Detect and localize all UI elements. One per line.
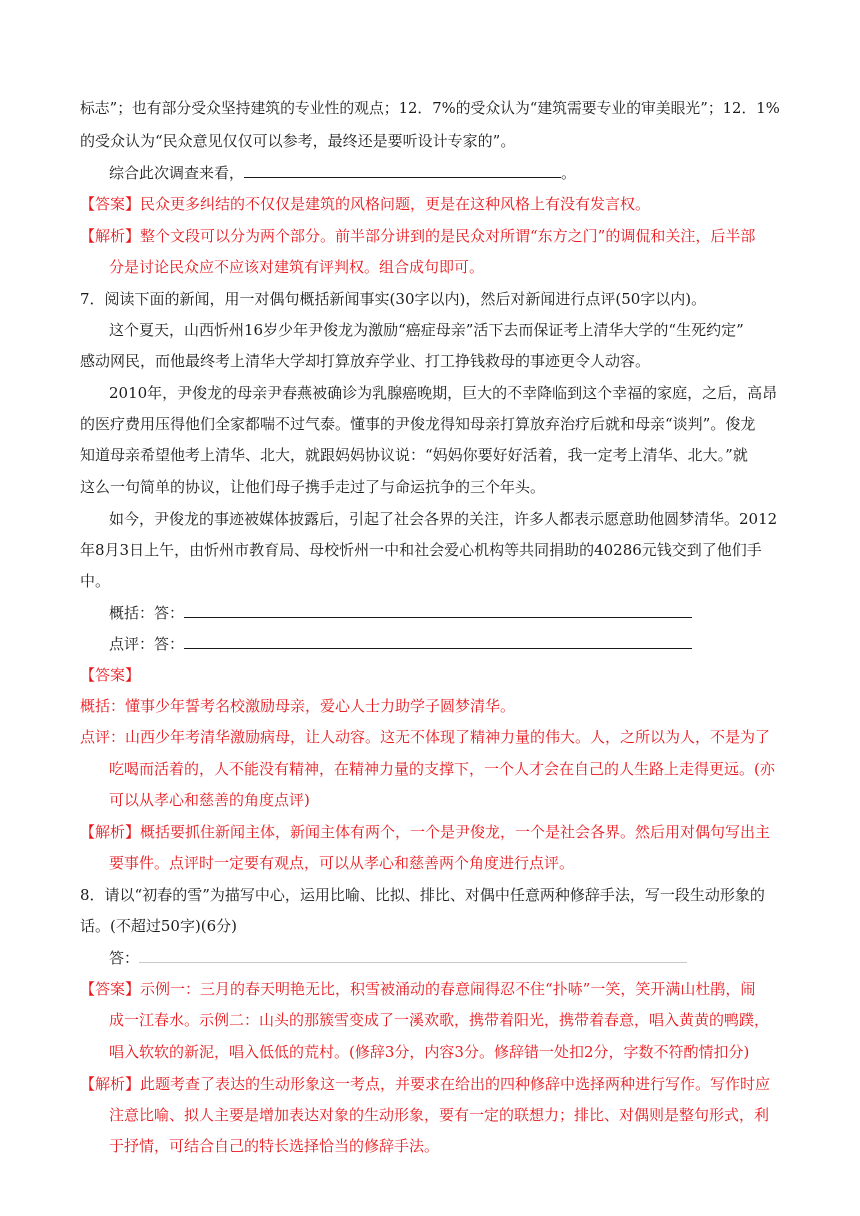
summary-suffix: 。 [561, 164, 577, 182]
answer-tag: 【答案】 [80, 195, 141, 213]
q6-answer-text: 民众更多纠结的不仅仅是建筑的风格问题，更是在这种风格上有没有发言权。 [140, 195, 651, 213]
q7-news-p1-line-2: 感动网民，而他最终考上清华大学却打算放弃学业、打工挣钱救母的事迹更令人动容。 [80, 352, 651, 370]
analysis-tag: 【解析】 [80, 227, 141, 245]
q7-answer-comment-line-1 [80, 726, 770, 748]
q6-analysis-line-1 [80, 225, 755, 247]
q7-news-p3-line-3: 中。 [80, 572, 111, 590]
q6-analysis-line-2: 分是讨论民众应不应该对建筑有评判权。组合成句即可。 [109, 258, 485, 276]
q7-summary-field [109, 601, 692, 624]
analysis-tag: 【解析】 [80, 823, 141, 841]
q7-comment-field [109, 632, 692, 655]
q8-answer-line-1 [80, 978, 755, 1000]
q7-summary-label: 概括：答： [109, 604, 185, 622]
q8-answer-blank[interactable] [139, 946, 687, 963]
q8-answer-label: 答： [109, 949, 140, 967]
q7-analysis-line-2: 要事件。点评时一定要有观点，可以从孝心和慈善两个角度进行点评。 [109, 854, 575, 872]
q7-ans-comment-text-1: 山西少年考清华激励病母，让人动容。这无不体现了精神力量的伟大。人，之所以为人，不是为了 [125, 728, 771, 746]
q6-analysis-text-1: 整个文段可以分为两个部分。前半部分讲到的是民众对所谓“东方之门”的调侃和关注，后半部 [140, 227, 756, 245]
q7-ans-summary-label: 概括： [80, 697, 126, 715]
q8-analysis-line-3: 于抒情，可结合自己的特长选择恰当的修辞手法。 [109, 1137, 440, 1155]
q7-question: 7．阅读下面的新闻，用一对偶句概括新闻事实(30字以内)，然后对新闻进行点评(50字以内)。 [80, 290, 707, 308]
q7-news-p3-line-2: 年8月3日上午，由忻州市教育局、母校忻州一中和社会爱心机构等共同捐助的40286元钱交到了他们手 [80, 541, 762, 559]
q8-answer-text-1: 示例一：三月的春天明艳无比，积雪被涌动的春意闹得忍不住“扑哧”一笑，笑开满山杜鹃，闹 [140, 980, 756, 998]
q7-analysis-text-1: 概括要抓住新闻主体，新闻主体有两个，一个是尹俊龙，一个是社会各界。然后用对偶句写出主 [140, 823, 771, 841]
q7-news-p1-line-1: 这个夏天，山西忻州16岁少年尹俊龙为激励“癌症母亲”活下去而保证考上清华大学的“生死约定” [109, 321, 744, 339]
q7-summary-blank[interactable] [184, 601, 692, 618]
q7-answer-summary [80, 695, 515, 717]
q8-analysis-line-2: 注意比喻、拟人主要是增加表达对象的生动形象，要有一定的联想力；排比、对偶则是整句形式，利 [109, 1106, 770, 1124]
q7-news-p2-line-1: 2010年，尹俊龙的母亲尹春燕被确诊为乳腺癌晚期，巨大的不幸降临到这个幸福的家庭，之后，高昂 [109, 384, 778, 402]
q7-answer-comment-line-3: 可以从孝心和慈善的角度点评) [109, 791, 310, 809]
q7-analysis-line-1 [80, 821, 770, 843]
summary-prompt [109, 161, 576, 184]
q8-answer-line-3: 唱入软软的新泥，唱入低低的荒村。(修辞3分，内容3分。修辞错一处扣2分，字数不符酌情扣分) [109, 1043, 750, 1061]
q6-answer [80, 193, 650, 215]
q7-answer-tag: 【答案】 [80, 666, 141, 684]
summary-blank[interactable] [244, 161, 561, 178]
answer-tag: 【答案】 [80, 980, 141, 998]
q7-ans-comment-label: 点评： [80, 728, 126, 746]
q7-news-p2-line-2: 的医疗费用压得他们全家都喘不过气泰。懂事的尹俊龙得知母亲打算放弃治疗后就和母亲“谈判”。俊龙 [80, 415, 756, 433]
q7-news-p3-line-1: 如今，尹俊龙的事迹被媒体披露后，引起了社会各界的关注，许多人都表示愿意助他圆梦清华。2012 [109, 510, 778, 528]
q8-answer-line-2: 成一江春水。示例二：山头的那簇雪变成了一溪欢歌，携带着阳光，携带着春意，唱入黄黄的鸭蹼， [109, 1011, 770, 1029]
intro-line-2: 的受众认为“民众意见仅仅可以参考，最终还是要听设计专家的”。 [80, 132, 516, 150]
q8-answer-field [109, 946, 687, 969]
q8-question-line-1: 8．请以“初春的雪”为描写中心，运用比喻、比拟、排比、对偶中任意两种修辞手法，写一段生动形象的 [80, 886, 765, 904]
q7-news-p2-line-4: 这么一句简单的协议，让他们母子携手走过了与命运抗争的三个年头。 [80, 478, 546, 496]
q7-answer-comment-line-2: 吃喝而活着的，人不能没有精神，在精神力量的支撑下，一个人才会在自己的人生路上走得更远。(亦 [109, 760, 775, 778]
analysis-tag: 【解析】 [80, 1075, 141, 1093]
q8-analysis-line-1 [80, 1073, 770, 1095]
summary-prefix: 综合此次调查来看， [109, 164, 245, 182]
q7-news-p2-line-3: 知道母亲希望他考上清华、北大，就跟妈妈协议说：“妈妈你要好好活着，我一定考上清华、北大。”就 [80, 446, 748, 464]
q8-question-line-2: 话。(不超过50字)(6分) [80, 917, 238, 935]
intro-line-1: 标志”；也有部分受众坚持建筑的专业性的观点；12．7%的受众认为“建筑需要专业的审美眼光”；12．1% [80, 99, 780, 117]
q7-comment-blank[interactable] [184, 632, 692, 649]
q8-analysis-text-1: 此题考查了表达的生动形象这一考点，并要求在给出的四种修辞中选择两种进行写作。写作时应 [140, 1075, 771, 1093]
q7-ans-summary-text: 懂事少年誓考名校激励母亲，爱心人士力助学子圆梦清华。 [125, 697, 516, 715]
q7-comment-label: 点评：答： [109, 635, 185, 653]
